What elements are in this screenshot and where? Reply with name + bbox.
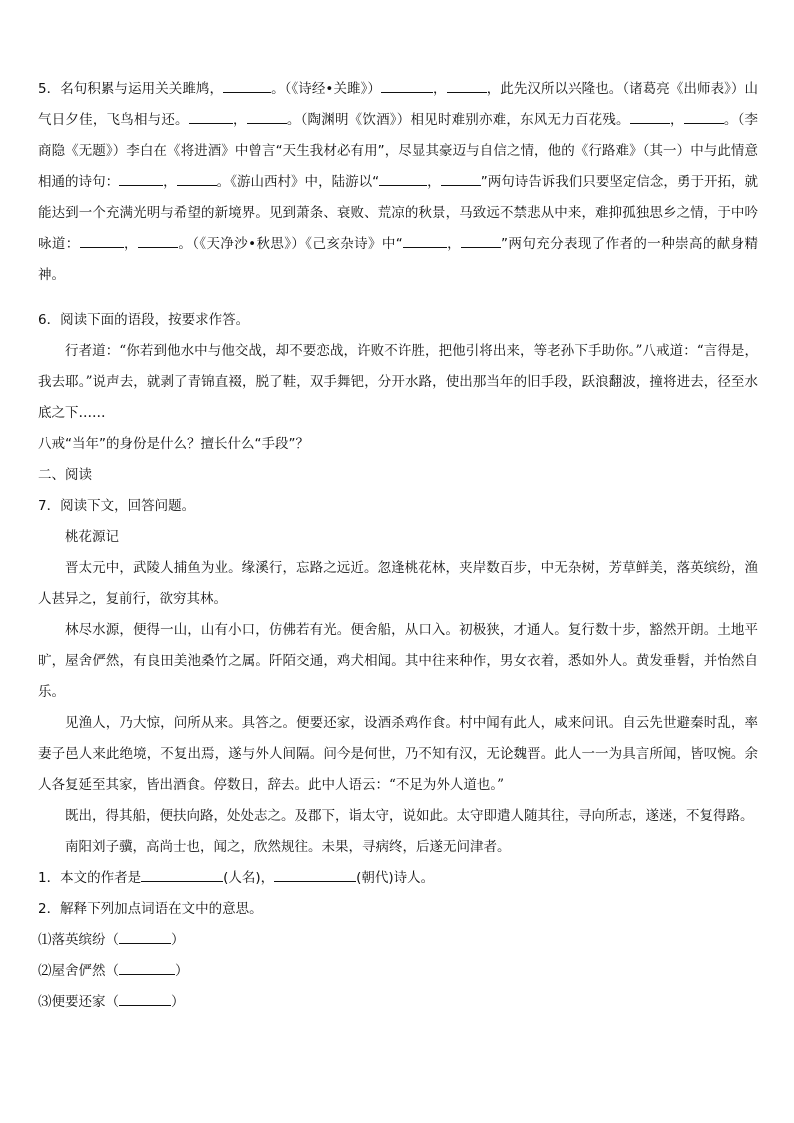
answer-blank[interactable]: [138, 233, 178, 248]
question-6-passage: 行者道：“你若到他水中与他交战，却不要恋战，许败不许胜，把他引将出来，等老孙下手助你。”八戒道：“言得是，我去耶。”说声去，就剥了青锦直裰，脱了鞋，双手舞钯，分开水路，使出那当年的旧手段，跃浪翻波，撞将进去，径至水底之下……: [38, 343, 758, 421]
subquestion-2: 2．解释下列加点词语在文中的意思。: [38, 901, 263, 917]
answer-blank[interactable]: [381, 78, 433, 93]
answer-blank[interactable]: [189, 109, 233, 124]
question-6-heading: 6．阅读下面的语段，按要求作答。: [38, 312, 250, 328]
answer-blank[interactable]: [119, 171, 163, 186]
exam-page: [38, 74, 758, 1018]
subquestion-item: ⑵屋舍俨然（ ）: [38, 956, 758, 987]
section-heading: 二、阅读: [38, 467, 92, 483]
answer-blank[interactable]: [247, 109, 287, 124]
answer-blank[interactable]: [177, 171, 217, 186]
answer-blank[interactable]: [119, 929, 171, 944]
subquestion-item: ⑴落英缤纷（ ）: [38, 925, 758, 956]
passage-title: 桃花源记: [65, 529, 119, 545]
answer-blank[interactable]: [119, 991, 171, 1006]
passage-paragraph: 晋太元中，武陵人捕鱼为业。缘溪行，忘路之远近。忽逢桃花林，夹岸数百步，中无杂树，芳草鲜美，落英缤纷，渔人甚异之，复前行，欲穷其林。: [38, 560, 758, 607]
passage-paragraph: 见渔人，乃大惊，问所从来。具答之。便要还家，设酒杀鸡作食。村中闻有此人，咸来问讯。自云先世避秦时乱，率妻子邑人来此绝境，不复出焉，遂与外人间隔。问今是何世，乃不知有汉，无论魏晋。此人一一为具言所闻，皆叹惋。余人各复延至其家，皆出酒食。停数日，辞去。此中人语云：“不足为外人道也。”: [38, 715, 758, 793]
answer-blank[interactable]: [684, 109, 724, 124]
answer-blank[interactable]: [461, 233, 501, 248]
answer-blank[interactable]: [119, 960, 175, 975]
answer-blank[interactable]: [223, 78, 271, 93]
passage-paragraph: 南阳刘子骥，高尚士也，闻之，欣然规往。未果，寻病终，后遂无问津者。: [65, 839, 511, 855]
answer-blank[interactable]: [379, 171, 427, 186]
passage-paragraph: 既出，得其船，便扶向路，处处志之。及郡下，诣太守，说如此。太守即遣人随其往，寻向所志，遂迷，不复得路。: [65, 808, 754, 824]
answer-blank[interactable]: [80, 233, 124, 248]
question-number: 5．: [38, 81, 61, 97]
question-5: 5．名句积累与运用关关雎鸠， 。（《诗经•关雎》） ， ，此先汉所以兴隆也。（诸葛亮《出师表》）山气日夕佳，飞鸟相与还。 ， 。（陶渊明《饮酒》）相见时难别亦难，东风无力百花残。 ， 。（李商隐《无题》）李白在《将进酒》中曾言“天生我材必有用”，尽显其豪迈与自信之情，他的《行路难》（其一）中与此情意相通的诗句： ， 。《游山西村》中，陆游以“ ， ”两句诗告诉我们只要坚定信念，勇于开拓，就能达到一个充满光明与希望的新境界。见到萧条、衰败、荒凉的秋景，马致远不禁悲从中来，难抑孤独思乡之情，于中吟咏道： ， 。（《天净沙•秋思》）《己亥杂诗》中“ ， ”两句充分表现了作者的一种崇高的献身精神。: [38, 74, 758, 291]
answer-blank[interactable]: [441, 171, 481, 186]
answer-blank[interactable]: [403, 233, 447, 248]
question-7-heading: 7．阅读下文，回答问题。: [38, 498, 196, 514]
answer-blank[interactable]: [630, 109, 670, 124]
passage-paragraph: 林尽水源，便得一山，山有小口，仿佛若有光。便舍船，从口入。初极狭，才通人。复行数十步，豁然开朗。土地平旷，屋舍俨然，有良田美池桑竹之属。阡陌交通，鸡犬相闻。其中往来种作，男女衣着，悉如外人。黄发垂髫，并怡然自乐。: [38, 622, 758, 700]
answer-blank[interactable]: [447, 78, 487, 93]
answer-blank[interactable]: [141, 867, 223, 882]
question-6-prompt: 八戒“当年”的身份是什么？擅长什么“手段”？: [38, 436, 309, 452]
answer-blank[interactable]: [274, 867, 356, 882]
subquestion-1: 1．本文的作者是 (人名)， (朝代)诗人。: [38, 863, 758, 894]
subquestion-item: ⑶便要还家（ ）: [38, 987, 758, 1018]
